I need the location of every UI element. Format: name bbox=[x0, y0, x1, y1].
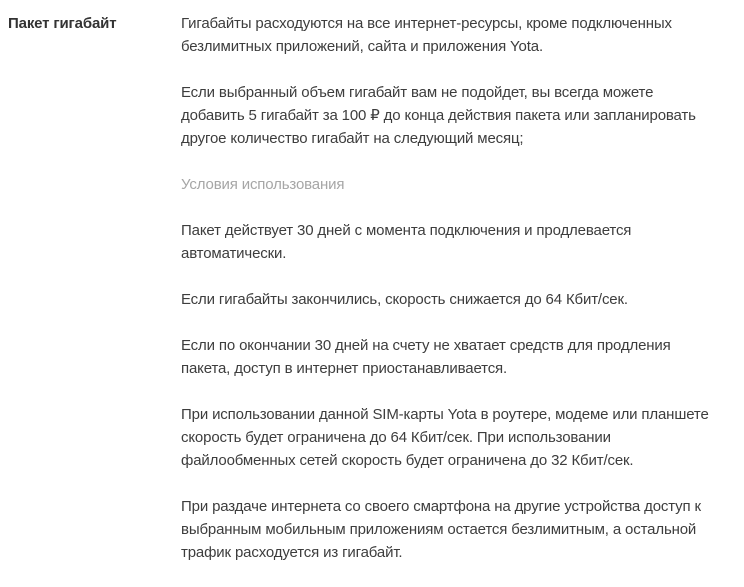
usage-terms-subheading: Условия использования bbox=[181, 176, 345, 193]
paragraph-speed-reduction: Если гигабайты закончились, скорость снижается до 64 Кбит/сек. bbox=[181, 291, 628, 308]
paragraph-gigabytes-usage: Гигабайты расходуются на все интернет-ресурсы, кроме подключенных безлимитных приложений, сайта и приложения Yota. bbox=[181, 15, 672, 55]
paragraph-add-gigabytes: Если выбранный объем гигабайт вам не подойдет, вы всегда можете добавить 5 гигабайт за 100 ₽ до конца действия пакета или запланировать другое количество гигабайт на следующий месяц; bbox=[181, 84, 696, 147]
paragraph-package-duration: Пакет действует 30 дней с момента подключения и продлевается автоматически. bbox=[181, 222, 632, 262]
paragraph-tethering: При раздаче интернета со своего смартфона на другие устройства доступ к выбранным мобильным приложениям остается безлимитным, а остальной трафик расходуется из гигабайт. bbox=[181, 498, 701, 561]
paragraph-sim-restrictions: При использовании данной SIM-карты Yota в роутере, модеме или планшете скорость будет ограничена до 64 Кбит/сек. При использовании файлообменных сетей скорость будет ограничена до 32 Кбит/сек. bbox=[181, 406, 709, 469]
section-content bbox=[181, 12, 714, 587]
section-title: Пакет гигабайт bbox=[8, 15, 117, 32]
paragraph-insufficient-funds: Если по окончании 30 дней на счету не хватает средств для продления пакета, доступ в интернет приостанавливается. bbox=[181, 337, 671, 377]
